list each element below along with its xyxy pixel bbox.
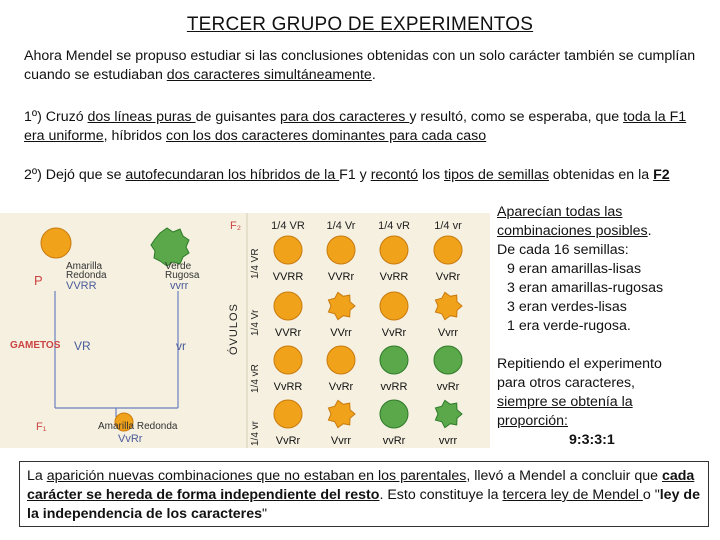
gametos-label: GAMETOS bbox=[10, 340, 61, 351]
green-round-pea-icon bbox=[380, 400, 408, 428]
f1-genotype: VvRr bbox=[118, 433, 143, 445]
col-head-4: 1/4 vr bbox=[434, 220, 462, 232]
yellow-wrinkled-pea-icon bbox=[328, 400, 355, 427]
conclusion-new-combinations: aparición nuevas combinaciones que no estaban en los parentales bbox=[46, 468, 467, 484]
p-label: P bbox=[34, 273, 43, 288]
results-count: 9 eran amarillas-lisas bbox=[507, 261, 642, 277]
results-column bbox=[497, 203, 712, 450]
green-label-1: Verde bbox=[165, 261, 192, 272]
results-count: 3 eran verdes-lisas bbox=[507, 299, 627, 315]
cell-genotype: VvRR bbox=[379, 271, 409, 283]
col-head-3: 1/4 vR bbox=[378, 220, 410, 232]
step1-dominants: con los dos caracteres dominantes para cada caso bbox=[165, 128, 487, 144]
step1-text: y resultó, como se esperaba, que bbox=[409, 109, 624, 125]
yellow-round-pea-icon bbox=[434, 236, 462, 264]
green-wrinkled-pea-icon bbox=[435, 400, 462, 427]
step1-paragraph bbox=[24, 108, 704, 146]
col-head-2: 1/4 Vr bbox=[326, 220, 356, 232]
results-line: combinaciones posibles bbox=[497, 223, 648, 239]
cell-genotype: vvRR bbox=[380, 381, 408, 393]
cell-genotype: VVRr bbox=[327, 271, 355, 283]
cell-genotype: VVrr bbox=[330, 327, 352, 339]
cell-genotype: VVRr bbox=[274, 327, 302, 339]
cell-genotype: VvRr bbox=[435, 271, 461, 283]
results-line: proporción: bbox=[497, 413, 568, 429]
row-head-3: 1/4 vR bbox=[250, 364, 261, 393]
yellow-label-2: Redonda bbox=[66, 270, 107, 281]
yellow-round-pea-icon bbox=[327, 346, 355, 374]
yellow-round-pea-icon bbox=[327, 236, 355, 264]
yellow-wrinkled-pea-icon bbox=[328, 292, 355, 319]
yellow-round-pea-icon bbox=[274, 236, 302, 264]
yellow-round-pea-icon bbox=[274, 400, 302, 428]
conclusion-part: o " bbox=[642, 487, 660, 503]
green-label-2: Rugosa bbox=[165, 270, 200, 281]
cell-genotype: VvRR bbox=[273, 381, 303, 393]
conclusion-independent: cada carácter se hereda de forma independiente del resto bbox=[27, 468, 695, 503]
yellow-round-pea-icon bbox=[274, 292, 302, 320]
step1-uniform-f1: toda la F1 era uniforme bbox=[24, 109, 687, 144]
step2-text: 2º) Dejó que se bbox=[24, 167, 126, 183]
step1-text: de guisantes bbox=[195, 109, 280, 125]
cell-genotype: Vvrr bbox=[437, 327, 459, 339]
conclusion-part: " bbox=[262, 506, 268, 522]
step2-f2: F2 bbox=[653, 167, 670, 183]
cell-genotype: VvRr bbox=[328, 381, 354, 393]
yellow-label-1: Amarilla bbox=[66, 261, 103, 272]
yellow-round-pea-icon bbox=[380, 292, 408, 320]
f2-label: F₂ bbox=[230, 220, 241, 232]
results-count: 3 eran amarillas-rugosas bbox=[507, 280, 664, 296]
step2-paragraph bbox=[24, 166, 704, 185]
conclusion-part: La bbox=[27, 468, 47, 484]
step1-text: 1º) Cruzó bbox=[24, 109, 88, 125]
f1-label: F₁ bbox=[36, 421, 47, 433]
cell-genotype: VvRr bbox=[275, 435, 301, 447]
row-head-4: 1/4 vr bbox=[250, 420, 261, 446]
green-round-pea-icon bbox=[434, 346, 462, 374]
results-line: para otros caracteres, bbox=[497, 375, 635, 391]
intro-end: . bbox=[371, 67, 376, 83]
row-head-2: 1/4 Vr bbox=[250, 309, 261, 336]
step2-text: obtenidas en la bbox=[548, 167, 654, 183]
step2-text: y bbox=[355, 167, 371, 183]
gamete-right: vr bbox=[176, 339, 186, 353]
green-round-pea-icon bbox=[380, 346, 408, 374]
intro-paragraph bbox=[24, 47, 704, 85]
results-count: 1 era verde-rugosa. bbox=[507, 318, 631, 334]
yellow-genotype: VVRR bbox=[66, 280, 97, 292]
cell-genotype: VvRr bbox=[381, 327, 407, 339]
intro-text: Ahora Mendel se propuso estudiar si las conclusiones obtenidas con un solo carácter también se cumplían cuando se estudiaban bbox=[24, 48, 696, 83]
step2-seed-types: tipos de semillas bbox=[444, 167, 549, 183]
conclusion-part: . Esto constituye la bbox=[379, 487, 503, 503]
gamete-left: VR bbox=[74, 339, 91, 353]
results-line: Repitiendo el experimento bbox=[497, 356, 662, 372]
yellow-round-pea-icon bbox=[41, 228, 71, 258]
conclusion-part: , llevó a Mendel a concluir que bbox=[466, 468, 662, 484]
f1-text: Amarilla Redonda bbox=[98, 421, 178, 432]
green-genotype: vvrr bbox=[170, 280, 189, 292]
conclusion-text bbox=[27, 467, 703, 524]
step1-text: , híbridos bbox=[103, 128, 166, 144]
results-line: Aparecían todas las bbox=[497, 204, 623, 220]
ovulos-label: ÓVULOS bbox=[228, 303, 240, 355]
step1-two-characters: para dos caracteres bbox=[280, 109, 410, 125]
cell-genotype: VVRR bbox=[272, 271, 304, 283]
page-title: TERCER GRUPO DE EXPERIMENTOS bbox=[186, 14, 534, 35]
cell-genotype: vvRr bbox=[382, 435, 406, 447]
cell-genotype: Vvrr bbox=[330, 435, 352, 447]
intro-emphasis: dos caracteres simultáneamente bbox=[166, 67, 372, 83]
step1-pure-lines: dos líneas puras bbox=[87, 109, 196, 125]
results-line-end: . bbox=[647, 223, 652, 239]
yellow-round-pea-icon bbox=[274, 346, 302, 374]
row-head-1: 1/4 VR bbox=[250, 248, 261, 279]
yellow-round-pea-icon bbox=[380, 236, 408, 264]
results-line: siempre se obtenía la bbox=[497, 394, 633, 410]
cell-genotype: vvRr bbox=[436, 381, 460, 393]
col-head-1: 1/4 VR bbox=[271, 220, 305, 232]
conclusion-law-name: ley de la independencia de los caracteres bbox=[27, 487, 700, 522]
conclusion-third-law: tercera ley de Mendel bbox=[502, 487, 643, 503]
ratio: 9:3:3:1 bbox=[569, 432, 615, 448]
yellow-wrinkled-pea-icon bbox=[435, 292, 462, 319]
step2-counted: recontó bbox=[370, 167, 419, 183]
step2-text: F1 bbox=[339, 167, 356, 183]
step2-self-fertilize: autofecundaran los híbridos de la bbox=[125, 167, 340, 183]
step2-text: los bbox=[418, 167, 445, 183]
dihybrid-cross-figure bbox=[0, 213, 490, 448]
results-line: De cada 16 semillas: bbox=[497, 242, 629, 258]
cell-genotype: vvrr bbox=[438, 435, 458, 447]
